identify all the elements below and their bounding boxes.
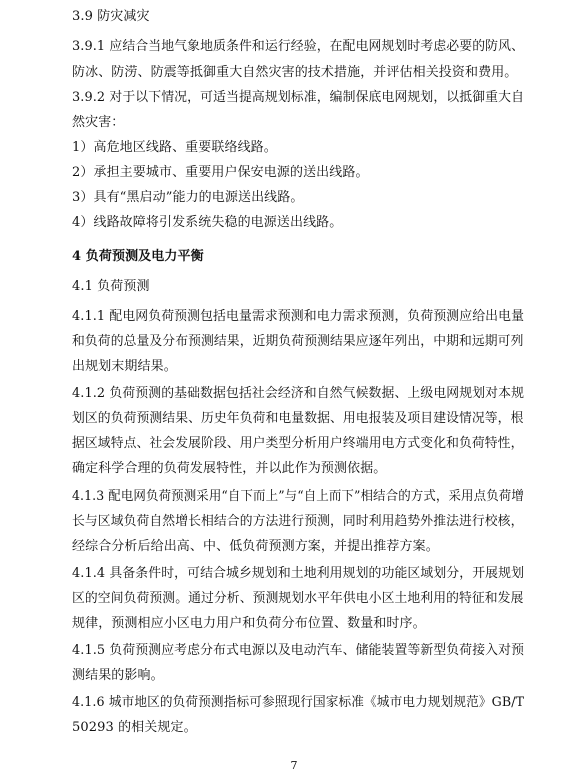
paragraph-line: 防冰、防涝、防震等抵御重大自然灾害的技术措施，并评估相关投资和费用。	[72, 65, 518, 80]
paragraph-line: 4.1.4 具备条件时，可结合城乡规划和土地利用规划的功能区域划分，开展规划	[72, 566, 525, 581]
paragraph-line: 50293 的相关规定。	[72, 720, 197, 735]
paragraph-line: 确定科学合理的负荷发展特性，并以此作为预测依据。	[72, 461, 387, 476]
paragraph-line: 3.9.2 对于以下情况，可适当提高规划标准，编制保底电网规划，以抵御重大自	[72, 90, 525, 105]
list-item: 1）高危地区线路、重要联络线路。	[72, 140, 277, 155]
page-number: 7	[290, 759, 298, 772]
paragraph-line: 经综合分析后给出高、中、低负荷预测方案，并提出推荐方案。	[72, 539, 439, 554]
list-item: 4）线路故障将引发系统失稳的电源送出线路。	[72, 215, 343, 230]
paragraph-line: 出规划末期结果。	[72, 359, 177, 374]
paragraph-line: 4.1.1 配电网负荷预测包括电量需求预测和电力需求预测，负荷预测应给出电量	[72, 309, 525, 324]
paragraph-line: 4.1.5 负荷预测应考虑分布式电源以及电动汽车、储能装置等新型负荷接入对预	[72, 643, 525, 658]
section-heading-4-1: 4.1 负荷预测	[72, 279, 150, 294]
paragraph-line: 3.9.1 应结合当地气象地质条件和运行经验，在配电网规划时考虑必要的防风、	[72, 39, 525, 54]
paragraph-line: 4.1.2 负荷预测的基础数据包括社会经济和自然气候数据、上级电网规划对本规	[72, 386, 525, 401]
paragraph-line: 长与区域负荷自然增长相结合的方法进行预测，同时利用趋势外推法进行校核，	[72, 514, 524, 529]
chapter-heading-4: 4 负荷预测及电力平衡	[72, 249, 204, 264]
paragraph-line: 规律，预测相应小区电力用户和负荷分布位置、数量和时序。	[72, 616, 426, 631]
list-item: 3）具有“黑启动”能力的电源送出线路。	[72, 190, 304, 205]
paragraph-line: 测结果的影响。	[72, 668, 164, 683]
section-heading-3-9: 3.9 防灾减灾	[72, 9, 150, 24]
paragraph-line: 区的空间负荷预测。通过分析、预测规划水平年供电小区土地利用的特征和发展	[72, 591, 524, 606]
paragraph-line: 划区的负荷预测结果、历史年负荷和电量数据、用电报装及项目建设情况等，根	[72, 411, 524, 426]
paragraph-line: 据区域特点、社会发展阶段、用户类型分析用户终端用电方式变化和负荷特性，	[72, 436, 524, 451]
paragraph-line: 和负荷的总量及分布预测结果，近期负荷预测结果应逐年列出，中期和远期可列	[72, 334, 524, 349]
paragraph-line: 4.1.3 配电网负荷预测采用“自下而上”与“自上而下”相结合的方式，采用点负荷增	[72, 489, 524, 504]
paragraph-line: 4.1.6 城市地区的负荷预测指标可参照现行国家标准《城市电力规划规范》GB/T	[72, 695, 525, 710]
list-item: 2）承担主要城市、重要用户保安电源的送出线路。	[72, 165, 369, 180]
paragraph-line: 然灾害：	[72, 115, 125, 130]
